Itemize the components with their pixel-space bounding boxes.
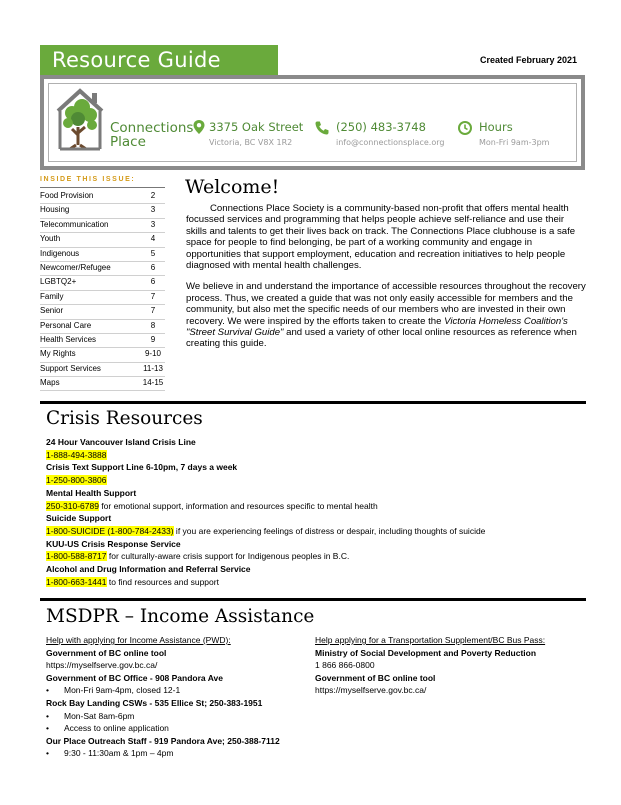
toc-label: My Rights <box>40 349 76 359</box>
toc-row[interactable] <box>40 335 165 349</box>
sidebar-heading: INSIDE THIS ISSUE: <box>40 176 136 183</box>
ministry-phone: 1 866 866-0800 <box>315 660 375 671</box>
title-banner <box>40 45 278 75</box>
toc-label: Food Provision <box>40 191 94 200</box>
sidebar-divider <box>40 187 165 188</box>
toc-label: Family <box>40 291 64 301</box>
toc-rule <box>40 347 165 348</box>
toc-page: 3 <box>150 219 156 229</box>
crisis-heading: Crisis Resources <box>46 408 203 429</box>
toc-label: Personal Care <box>40 320 92 330</box>
table-of-contents <box>40 191 165 392</box>
toc-rule <box>40 275 165 276</box>
toc-row[interactable] <box>40 220 165 234</box>
welcome-heading: Welcome! <box>185 176 280 198</box>
toc-rule <box>40 304 165 305</box>
toc-label: Support Services <box>40 363 101 373</box>
toc-page: 9-10 <box>144 349 161 359</box>
toc-page: 11-13 <box>143 363 163 373</box>
toc-label: Youth <box>40 234 61 244</box>
phone-number: (250) 483-3748 <box>336 120 426 134</box>
crisis-service-line <box>46 500 586 513</box>
address-title: 3375 Oak Street <box>209 120 304 134</box>
toc-rule <box>40 376 165 377</box>
toc-label: Newcomer/Refugee <box>40 262 111 272</box>
toc-label: Housing <box>40 205 70 215</box>
rock-bay-hours: • Mon-Sat 8am-6pm <box>46 710 306 723</box>
toc-rule <box>40 290 165 291</box>
crisis-service-line <box>46 550 586 563</box>
toc-label: Maps <box>40 378 60 388</box>
crisis-phone-number[interactable]: 1-888-494-3888 <box>46 449 107 460</box>
toc-row[interactable] <box>40 321 165 335</box>
page-title: Resource Guide <box>52 48 221 72</box>
hours-sub: Mon-Fri 9am-3pm <box>479 138 550 147</box>
toc-row[interactable] <box>40 364 165 378</box>
crisis-note: for emotional support, information and resources specific to mental health <box>98 500 378 511</box>
crisis-phone-number[interactable]: 1-800-588-8717 <box>46 551 107 562</box>
toc-page: 7 <box>150 291 156 301</box>
welcome-body <box>186 203 586 360</box>
toc-rule <box>40 232 165 233</box>
msdpr-heading: MSDPR – Income Assistance <box>46 606 315 627</box>
toc-label: Health Services <box>40 334 97 344</box>
crisis-list <box>46 436 586 588</box>
hours-title: Hours <box>479 120 513 134</box>
online-tool-name: Government of BC online tool <box>315 672 436 683</box>
logo-wordmark: Connections Place <box>110 120 194 150</box>
toc-row[interactable] <box>40 249 165 263</box>
rock-bay-name: Rock Bay Landing CSWs - 535 Ellice St; 250-383-1951 <box>46 697 263 708</box>
toc-page: 4 <box>150 234 156 244</box>
address-sub: Victoria, BC V8X 1R2 <box>209 138 293 147</box>
toc-label: Senior <box>40 306 64 316</box>
toc-page: 7 <box>150 306 156 316</box>
crisis-phone-number[interactable]: 1-800-SUICIDE (1-800-784-2433) <box>46 525 174 536</box>
toc-rule <box>40 203 165 204</box>
toc-label: LGBTQ2+ <box>40 277 77 287</box>
toc-row[interactable] <box>40 349 165 363</box>
toc-page: 6 <box>150 277 156 287</box>
toc-page: 2 <box>150 191 156 200</box>
toc-row[interactable] <box>40 277 165 291</box>
crisis-note: if you are experiencing feelings of distress or despair, including thoughts of suicide <box>173 525 486 536</box>
toc-page: 6 <box>150 262 156 272</box>
bus-pass-heading: Help applying for a Transportation Supplement/BC Bus Pass: <box>315 635 546 645</box>
toc-rule <box>40 247 165 248</box>
income-assistance-heading: Help with applying for Income Assistance (PWD): <box>46 635 231 645</box>
ministry-name: Ministry of Social Development and Poverty Reduction <box>315 647 537 658</box>
toc-rule <box>40 333 165 334</box>
toc-page: 14-15 <box>142 378 164 388</box>
bc-office-name: Government of BC Office - 908 Pandora Ave <box>46 672 223 683</box>
toc-row[interactable] <box>40 234 165 248</box>
toc-rule <box>40 319 165 320</box>
toc-label: Telecommunication <box>40 219 109 229</box>
crisis-service-name: Alcohol and Drug Information and Referral Service <box>46 564 251 575</box>
toc-label: Indigenous <box>40 248 80 258</box>
crisis-service-line <box>46 525 586 538</box>
crisis-service-line <box>46 449 586 462</box>
toc-row[interactable] <box>40 263 165 277</box>
phone-icon <box>314 120 330 136</box>
bus-pass-column <box>315 634 585 697</box>
toc-page: 3 <box>150 205 156 215</box>
rock-bay-access: • Access to online application <box>46 722 306 735</box>
crisis-note: for culturally-aware crisis support for Indigenous peoples in B.C. <box>106 551 350 562</box>
income-assistance-column <box>46 634 306 760</box>
toc-rule <box>40 218 165 219</box>
welcome-paragraph-1: Connections Place Society is a community-based non-profit that offers mental health focussed services and programming that helps people achieve self-reliance and use their skills and talents to get their lives back on track. The Connections Place clubhouse is a safe space for people to find belonging, be part of a working community and engage in opportunities that support employment, education and recreation initiatives to help people diagnosed with mental health challenges. <box>186 203 576 272</box>
our-place-name: Our Place Outreach Staff - 919 Pandora Ave; 250-388-7112 <box>46 735 280 746</box>
toc-rule <box>40 390 165 391</box>
section-divider <box>40 598 586 601</box>
toc-row[interactable] <box>40 205 165 219</box>
toc-rule <box>40 362 165 363</box>
crisis-service-line <box>46 474 586 487</box>
crisis-service-name: Suicide Support <box>46 513 112 524</box>
online-tool-link[interactable]: https://myselfserve.gov.bc.ca/ <box>46 660 158 671</box>
toc-row[interactable] <box>40 292 165 306</box>
crisis-service-name: 24 Hour Vancouver Island Crisis Line <box>46 437 196 447</box>
crisis-service-line <box>46 576 586 589</box>
section-divider <box>40 401 586 404</box>
crisis-note: to find resources and support <box>106 576 219 587</box>
crisis-phone-number[interactable]: 1-250-800-3806 <box>46 475 107 486</box>
bc-office-hours: • Mon-Fri 9am-4pm, closed 12-1 <box>46 684 306 697</box>
toc-page: 5 <box>150 248 156 258</box>
welcome-paragraph-2: We believe in and understand the importance of accessible resources throughout the recovery process. Thus, we created a guide that was not only easily accessible for members and the community, but also met the specific needs of our members who are invested in their own recovery. We were inspired by the efforts taken to create the Victoria Homeless Coalition's "Street Survival Guide" and used a variety of other local online resources as reference when creating this guide. <box>186 281 586 350</box>
toc-row[interactable] <box>40 191 165 205</box>
online-tool-link[interactable]: https://myselfserve.gov.bc.ca/ <box>315 685 427 696</box>
our-place-hours: • 9:30 - 11:30am & 1pm – 4pm <box>46 747 306 760</box>
toc-rule <box>40 261 165 262</box>
logo <box>54 83 194 155</box>
crisis-service-name: KUU-US Crisis Response Service <box>46 538 181 549</box>
crisis-service-name: Mental Health Support <box>46 487 137 498</box>
online-tool-name: Government of BC online tool <box>46 647 167 658</box>
toc-row[interactable] <box>40 378 165 392</box>
crisis-phone-number[interactable]: 1-800-663-1441 <box>46 576 107 587</box>
toc-page: 8 <box>150 320 156 330</box>
header-box <box>40 75 585 170</box>
clock-icon <box>457 120 473 136</box>
created-date: Created February 2021 <box>480 55 578 65</box>
toc-row[interactable] <box>40 306 165 320</box>
email-address: info@connectionsplace.org <box>336 138 445 147</box>
crisis-service-name: Crisis Text Support Line 6-10pm, 7 days a week <box>46 462 238 473</box>
toc-page: 9 <box>150 334 156 344</box>
crisis-phone-number[interactable]: 250-310-6789 <box>46 500 99 511</box>
location-pin-icon <box>191 119 207 135</box>
